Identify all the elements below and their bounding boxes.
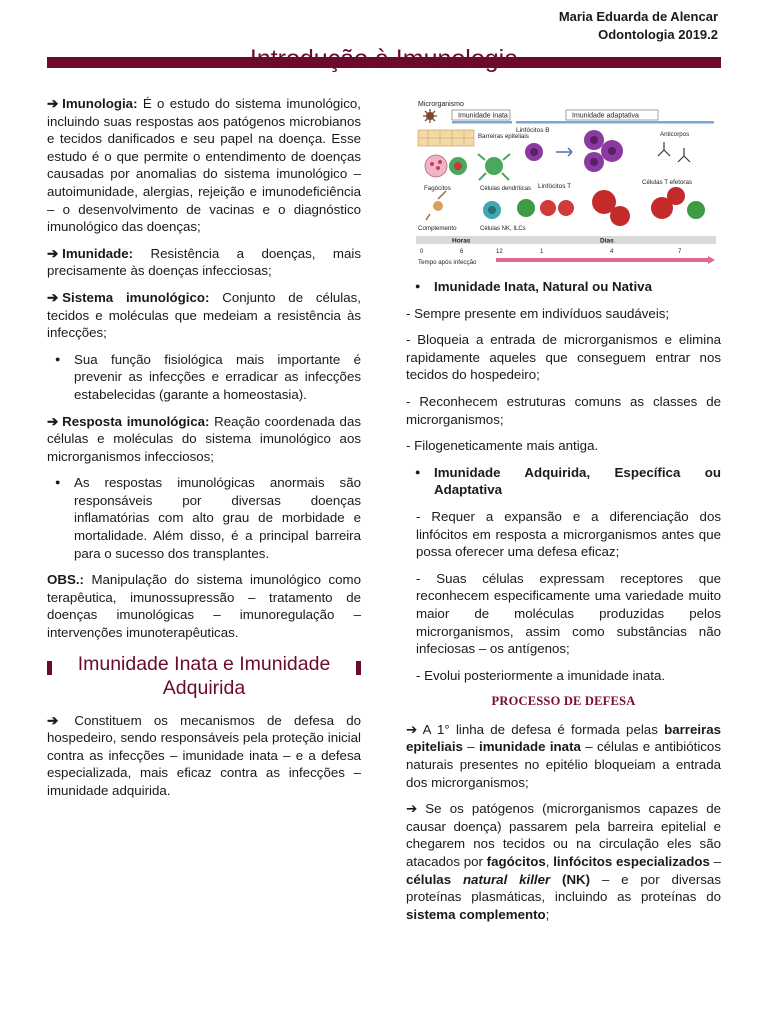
paragraph-constituem: [47, 712, 361, 800]
adaptive-point-1: - Requer a expansão e a diferenciação dos linfócitos em resposta a microrganismos antes que possa oferecer uma defesa eficaz;: [416, 508, 721, 560]
text-segment: – células e antibióticos naturais presentes no epitélio bloqueiam a entrada dos microrganismos;: [406, 739, 721, 790]
arrow-icon: ➔: [47, 245, 59, 261]
text-obs: Manipulação do sistema imunológico como terapêutica, imunossupressão – tratamento de doenças imunológicas – imunoregulação – intervenções imunoterapêuticas.: [47, 572, 361, 641]
arrow-icon: ➔: [406, 721, 418, 737]
term-resposta: Resposta imunológica:: [62, 413, 210, 429]
innate-heading-list: [406, 278, 721, 296]
innate-point-2: - Bloqueia a entrada de microrganismos e elimina rapidamente aqueles que conseguem entrar nos tecidos do hospedeiro;: [406, 332, 721, 383]
fig-label-phagocytes: Fagócitos: [424, 185, 451, 192]
arrow-icon: ➔: [47, 289, 59, 305]
term-sistema: Sistema imunológico:: [62, 289, 210, 305]
tick-4: 4: [610, 249, 614, 255]
microbe-icon: [423, 109, 437, 123]
term-obs: OBS.:: [47, 572, 84, 588]
fig-label-complement: Complemento: [418, 225, 457, 232]
fig-label-hours: Horas: [452, 237, 471, 245]
term-imunidade: Imunidade:: [62, 245, 134, 261]
text-segment: ,: [545, 854, 554, 870]
list-item: ● As respostas imunológicas anormais são responsáveis por diversas doenças inflamatórias com alto grau de morbidade e mortalidade. Além disso, é a principal barreira para o sucesso dos transplantes.: [74, 474, 361, 562]
fig-label-microorganism: Microrganismo: [418, 101, 464, 108]
text-resposta: Reação coordenada das células e moléculas do sistema imunológico aos microrganismos infecciosos;: [47, 413, 361, 464]
tick-7: 7: [678, 249, 682, 255]
fig-label-nk: Células NK, ILCs: [480, 226, 526, 232]
text-segment: –: [709, 854, 722, 870]
bullet-list-2: [47, 474, 361, 562]
adaptive-point-2: - Suas células expressam receptores que reconhecem especificamente uma variedade muito maior de moléculas produzidas pelos microrganismos, assim como substâncias não infeciosas – os antígenos;: [416, 570, 721, 657]
section-title: Imunidade Inata e Imunidade Adquirida: [77, 652, 331, 699]
adaptive-heading: Imunidade Adquirida, Específica ou Adaptativa: [434, 464, 721, 498]
innate-point-4: - Filogeneticamente mais antiga.: [406, 438, 599, 454]
paragraph-imunidade: [47, 245, 361, 280]
epithelial-barrier-icon: [418, 130, 474, 146]
text-segment: A 1° linha de defesa é formada pelas: [417, 721, 665, 737]
paragraph-imunologia: [47, 95, 361, 236]
fig-label-t-cells: Linfócitos T: [538, 183, 572, 190]
text-segment: – e por diversas proteínas plasmáticas, incluindo as proteínas do: [406, 871, 721, 905]
text-bold: linfócitos especializados: [553, 854, 710, 870]
heading-marker: [356, 661, 361, 675]
text-constituem: Constituem os mecanismos de defesa do hospedeiro, sendo responsáveis pela proteção inicial contra as infecções – imunidade inata – e a defesa especializada, mais eficaz contra as infecções – imunidade adquirida.: [47, 712, 361, 798]
text-imunologia: É o estudo do sistema imunológico, incluindo suas respostas aos patógenos microbianos e tecidos danificados e seu papel na doença. Esse estudo é o que permite o entendimento de doenças causadas por anomalias do sistema imunológico – autoimunidade, alergias, rejeição e imunodeficiência – o desenvolvimento de vacinas e o diagnóstico imunológico das doenças;: [47, 96, 361, 235]
fig-label-effector-t: Células T efetoras: [642, 179, 692, 186]
tick-0: 0: [420, 249, 424, 255]
list-item: [434, 278, 721, 296]
text-bold: barreiras epiteliais: [406, 721, 721, 755]
defense-paragraph-1: [406, 721, 721, 791]
arrow-icon: ➔: [47, 413, 59, 429]
term-imunologia: Imunologia:: [62, 96, 138, 111]
paragraph-resposta: [47, 413, 361, 466]
adaptive-heading-list: [406, 464, 721, 499]
fig-label-adaptive: Imunidade adaptativa: [572, 112, 639, 120]
fig-label-barriers: Barreiras epiteliais: [478, 133, 529, 140]
text-bold: fagócitos: [486, 854, 546, 870]
fig-label-antibodies: Anticorpos: [660, 131, 690, 138]
innate-heading: Imunidade Inata, Natural ou Nativa: [434, 279, 652, 294]
list-item: ● Sua função fisiológica mais importante é prevenir as infecções e erradicar as infecções estabelecidas (garante a homeostasia).: [74, 351, 361, 404]
course-label: Odontologia 2019.2: [598, 27, 718, 42]
innate-point-1: - Sempre presente em indivíduos saudáveis;: [406, 305, 670, 321]
list-item: [434, 464, 721, 499]
defense-process-heading: PROCESSO DE DEFESA: [491, 694, 636, 709]
tick-1: 1: [540, 249, 544, 255]
text-segment: ;: [545, 906, 550, 922]
adaptive-point-3: - Evolui posteriormente a imunidade inata.: [416, 667, 666, 683]
author-block: [559, 8, 718, 44]
text-bold: imunidade inata: [479, 739, 581, 755]
bullet-list-1: [47, 351, 361, 404]
tick-12: 12: [496, 249, 503, 255]
text-bold: (NK): [550, 871, 591, 887]
right-column: [406, 278, 721, 932]
fig-label-innate: Imunidade inata: [458, 112, 508, 120]
section-heading: [47, 652, 361, 700]
text-imunidade: Resistência a doenças, mais precisamente às doenças infecciosas;: [47, 245, 361, 279]
fig-label-days: Dias: [600, 237, 614, 245]
left-column: [47, 95, 361, 809]
text-bold-italic: natural killer: [462, 871, 551, 887]
defense-paragraph-2: [406, 800, 721, 923]
arrow-icon: ➔: [47, 96, 59, 111]
paragraph-sistema: [47, 289, 361, 342]
arrow-icon: ➔: [406, 801, 418, 817]
text-segment: –: [462, 739, 480, 755]
page-title: Introdução à Imunologia: [249, 45, 519, 73]
fig-label-dendritic: Células dendríticas: [480, 186, 532, 192]
innate-point-3: - Reconhecem estruturas comuns as classes de microrganismos;: [406, 393, 721, 427]
text-bold: sistema complemento: [406, 906, 546, 922]
fig-label-b-cells: Linfócitos B: [516, 127, 550, 134]
text-sistema: Conjunto de células, tecidos e moléculas que medeiam a resistência às infecções;: [47, 289, 361, 341]
author-name: Maria Eduarda de Alencar: [558, 9, 718, 24]
text-bold: células: [406, 871, 463, 887]
fig-label-time: Tempo após infecção: [418, 259, 477, 266]
arrow-icon: ➔: [47, 712, 59, 728]
immunity-figure: [416, 96, 716, 268]
text-segment: Se os patógenos (microrganismos capazes de causar doença) passarem pela barreira epitelial e chegarem nos tecidos ou na circulação eles são atacados por: [406, 801, 721, 870]
tick-6: 6: [460, 249, 464, 255]
nk-cell-icon: [483, 201, 501, 219]
paragraph-obs: [47, 571, 361, 641]
